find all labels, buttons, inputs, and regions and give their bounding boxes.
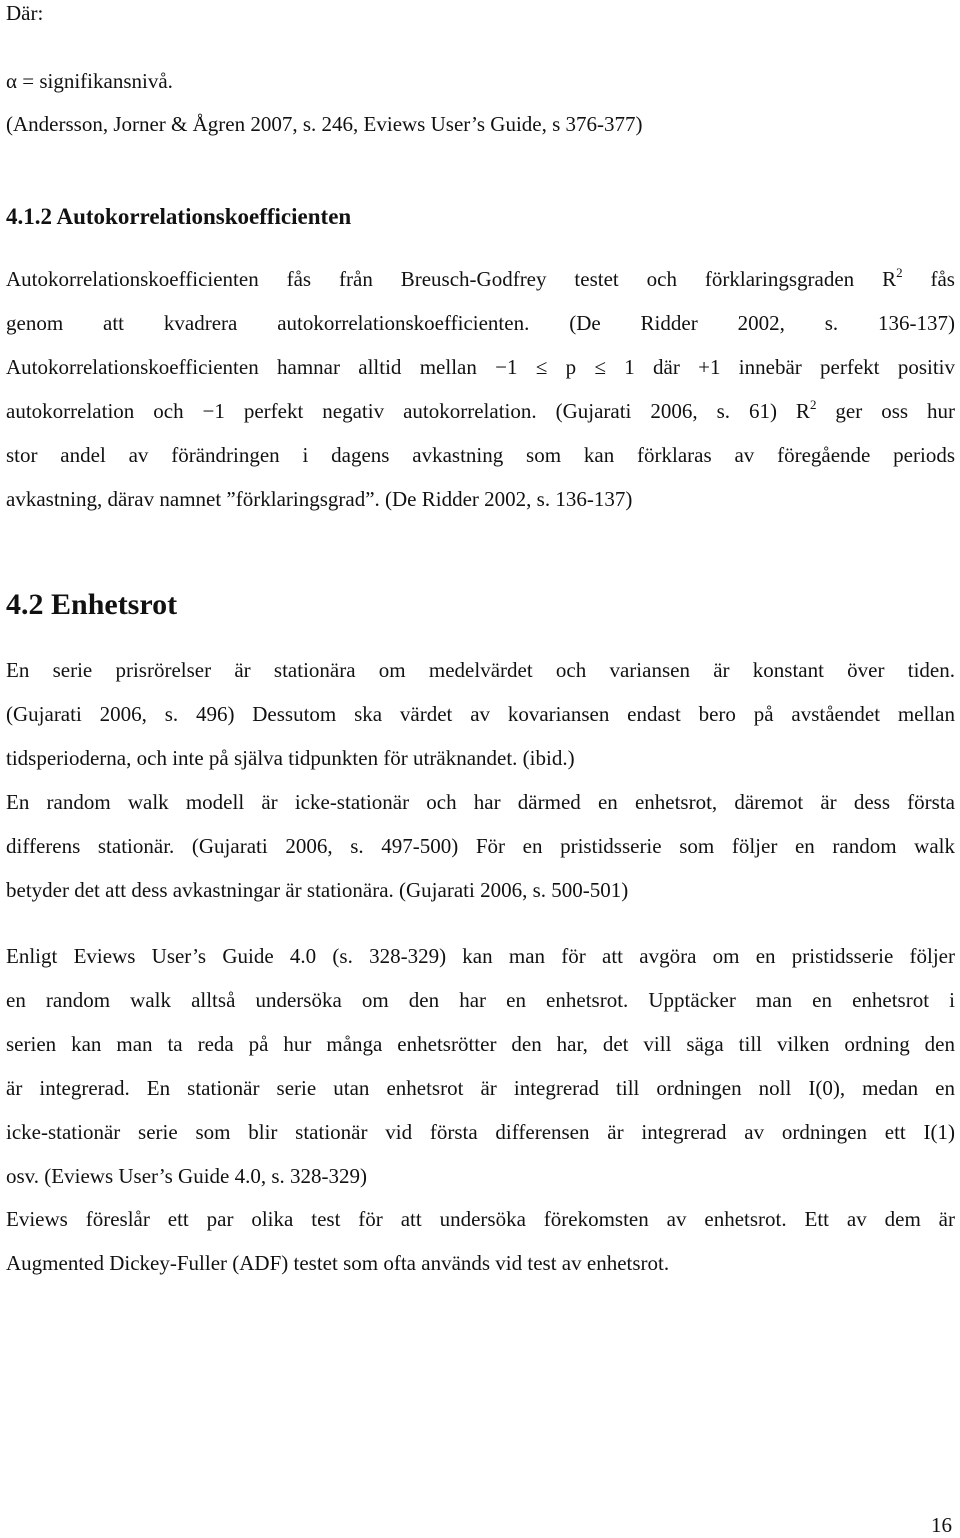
label-dar: Där:: [6, 1, 44, 25]
paragraph-line: en random walk alltså undersöka om den har en enhetsrot. Upptäcker man en enhetsrot i: [6, 988, 955, 1012]
superscript: 2: [809, 397, 817, 412]
paragraph-line: Eviews föreslår ett par olika test för att undersöka förekomsten av enhetsrot. Ett av dem är: [6, 1207, 955, 1231]
paragraph-line: Autokorrelationskoefficienten hamnar alltid mellan −1 ≤ p ≤ 1 där +1 innebär perfekt positiv: [6, 355, 955, 379]
paragraph-line: serien kan man ta reda på hur många enhetsrötter den har, det vill säga till vilken ordning den: [6, 1032, 955, 1056]
superscript: 2: [896, 265, 903, 280]
paragraph-line: icke-stationär serie som blir stationär vid första differensen är integrerad av ordningen ett I(1): [6, 1120, 955, 1144]
paragraph-line: betyder det att dess avkastningar är stationära. (Gujarati 2006, s. 500-501): [6, 878, 629, 902]
page-number: 16: [931, 1513, 952, 1537]
paragraph-line: Augmented Dickey-Fuller (ADF) testet som ofta används vid test av enhetsrot.: [6, 1251, 670, 1275]
paragraph-line: är integrerad. En stationär serie utan enhetsrot är integrerad till ordningen noll I(0), medan en: [6, 1076, 955, 1100]
reference-line: (Andersson, Jorner & Ågren 2007, s. 246, Eviews User’s Guide, s 376-377): [6, 112, 643, 136]
paragraph-line: osv. (Eviews User’s Guide 4.0, s. 328-329): [6, 1164, 368, 1188]
paragraph-line: tidsperioderna, och inte på själva tidpunkten för uträknandet. (ibid.): [6, 746, 575, 770]
paragraph-line: Enligt Eviews User’s Guide 4.0 (s. 328-329) kan man för att avgöra om en pristidsserie följer: [6, 944, 955, 968]
paragraph-line: autokorrelation och −1 perfekt negativ autokorrelation. (Gujarati 2006, s. 61) $R^2$ ger oss hur: [6, 397, 955, 423]
paragraph-line: avkastning, därav namnet ”förklaringsgrad”. (De Ridder 2002, s. 136-137): [6, 487, 633, 511]
paragraph-line: stor andel av förändringen i dagens avkastning som kan förklaras av föregående periods: [6, 443, 955, 467]
section-heading-4-2: 4.2 Enhetsrot: [6, 588, 178, 621]
paragraph-line: Autokorrelationskoefficienten fås från Breusch-Godfrey testet och förklaringsgraden $R^2$ fås: [6, 265, 955, 291]
paragraph-line: (Gujarati 2006, s. 496) Dessutom ska värdet av kovariansen endast bero på avståendet mellan: [6, 702, 955, 726]
alpha-definition: α = signifikansnivå.: [6, 69, 173, 93]
paragraph-line: En serie prisrörelser är stationära om medelvärdet och variansen är konstant över tiden.: [6, 658, 955, 682]
paragraph-line: genom att kvadrera autokorrelationskoefficienten. (De Ridder 2002, s. 136-137): [6, 311, 955, 335]
paragraph-line: En random walk modell är icke-stationär och har därmed en enhetsrot, däremot är dess första: [6, 790, 955, 814]
section-heading-4-1-2: 4.1.2 Autokorrelationskoefficienten: [6, 204, 352, 229]
paragraph-line: differens stationär. (Gujarati 2006, s. 497-500) För en pristidsserie som följer en random walk: [6, 834, 955, 858]
